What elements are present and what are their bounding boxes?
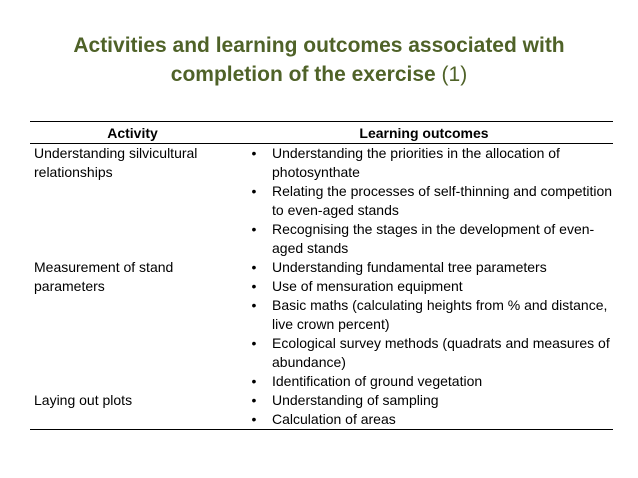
outcome-text: Ecological survey methods (quadrats and measures of abundance) [272, 335, 610, 370]
outcome-text: Understanding of sampling [272, 392, 439, 408]
outcome-list [235, 258, 613, 391]
list-item [235, 258, 613, 277]
bullet-icon: • [251, 221, 257, 237]
outcome-text: Calculation of areas [272, 411, 396, 427]
activity-cell: Understanding silvicultural relationships [34, 145, 198, 180]
list-item [235, 372, 613, 391]
table-row [30, 258, 613, 391]
outcome-text: Use of mensuration equipment [272, 278, 463, 294]
bullet-icon: • [251, 335, 257, 351]
list-item [235, 144, 613, 182]
list-item [235, 410, 613, 429]
header-activity: Activity [30, 122, 235, 144]
title-suffix: (1) [441, 63, 468, 86]
bullet-icon: • [251, 373, 257, 389]
list-item [235, 391, 613, 410]
list-item [235, 296, 613, 334]
bullet-icon: • [251, 183, 257, 199]
outcome-text: Understanding the priorities in the allocation of photosynthate [272, 145, 560, 180]
title-main: Activities and learning outcomes associated with completion of the exercise [73, 34, 565, 86]
bullet-icon: • [251, 392, 257, 408]
bullet-icon: • [251, 278, 257, 294]
outcome-text: Identification of ground vegetation [272, 373, 483, 389]
outcomes-cell [235, 144, 613, 259]
bullet-icon: • [251, 259, 257, 275]
header-learning-outcomes: Learning outcomes [235, 122, 613, 144]
bullet-icon: • [251, 145, 257, 161]
outcomes-table [30, 121, 613, 430]
bullet-icon: • [251, 297, 257, 313]
activity-cell: Measurement of stand parameters [34, 259, 174, 294]
outcomes-cell [235, 391, 613, 430]
activity-cell: Laying out plots [30, 391, 235, 430]
slide-title [30, 31, 608, 89]
list-item [235, 277, 613, 296]
table-row [30, 391, 613, 430]
bullet-icon: • [251, 411, 257, 427]
outcome-text: Understanding fundamental tree parameters [272, 259, 547, 275]
outcome-list [235, 144, 613, 258]
table-row [30, 144, 613, 259]
outcomes-cell [235, 258, 613, 391]
outcome-list [235, 391, 613, 429]
list-item [235, 182, 613, 220]
outcome-text: Recognising the stages in the development of even-aged stands [272, 221, 595, 256]
table-header-row [30, 122, 613, 144]
list-item [235, 220, 613, 258]
outcome-text: Basic maths (calculating heights from % and distance, live crown percent) [272, 297, 608, 332]
outcome-text: Relating the processes of self-thinning and competition to even-aged stands [272, 183, 613, 218]
list-item [235, 334, 613, 372]
